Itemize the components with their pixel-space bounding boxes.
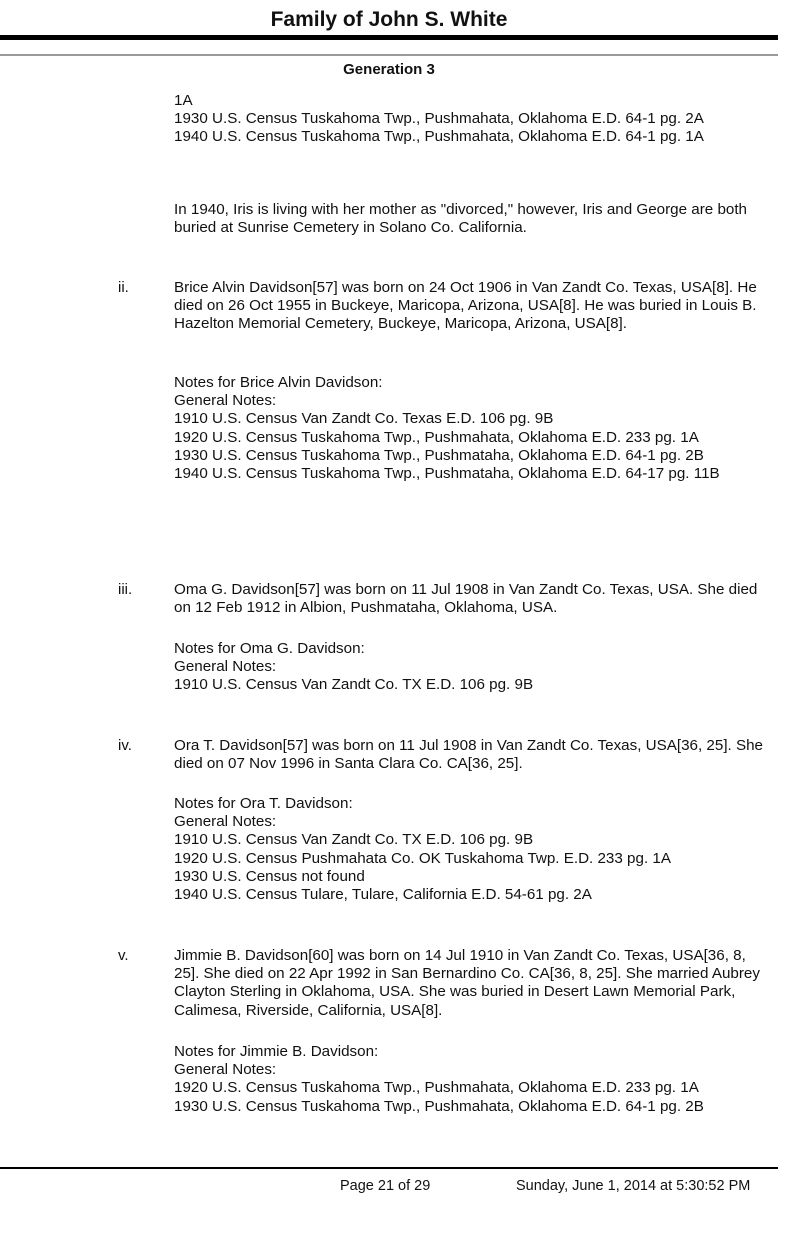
child-numeral-iii: iii. <box>118 581 133 598</box>
header-rule <box>0 35 778 40</box>
footer-rule <box>0 1167 778 1169</box>
continued-census-notes: 1A 1930 U.S. Census Tuskahoma Twp., Pushmahata, Oklahoma E.D. 64-1 pg. 2A 1940 U.S. Census Tuskahoma Twp., Pushmahata, Oklahoma E.D. 64-1 pg. 1A <box>174 92 704 146</box>
child-numeral-ii: ii. <box>118 279 129 296</box>
child-numeral-iv: iv. <box>118 737 132 754</box>
child-numeral-v: v. <box>118 947 129 964</box>
child-notes-ora: Notes for Ora T. Davidson: General Notes: 1910 U.S. Census Van Zandt Co. TX E.D. 106 pg. 9B 1920 U.S. Census Pushmahata Co. OK Tuskahoma Twp. E.D. 233 pg. 1A 1930 U.S. Census not found 1940 U.S. Census Tulare, Tulare, California E.D. 54-61 pg. 2A <box>174 795 671 904</box>
child-notes-jimmie: Notes for Jimmie B. Davidson: General Notes: 1920 U.S. Census Tuskahoma Twp., Pushmahata, Oklahoma E.D. 233 pg. 1A 1930 U.S. Census Tuskahoma Twp., Pushmahata, Oklahoma E.D. 64-1 pg. 2B <box>174 1043 704 1115</box>
print-timestamp: Sunday, June 1, 2014 at 5:30:52 PM <box>516 1178 751 1194</box>
page-title: Family of John S. White <box>270 8 508 31</box>
divorce-note: In 1940, Iris is living with her mother as "divorced," however, Iris and George are both buried at Sunrise Cemetery in Solano Co. California. <box>174 201 748 237</box>
child-bio-brice: Brice Alvin Davidson[57] was born on 24 Oct 1906 in Van Zandt Co. Texas, USA[8]. He died on 26 Oct 1955 in Buckeye, Maricopa, Arizona, USA[8]. He was buried in Louis B. Hazelton Memorial Cemetery, Buckeye, Maricopa, Arizona, USA[8]. <box>174 279 757 333</box>
child-bio-oma: Oma G. Davidson[57] was born on 11 Jul 1908 in Van Zandt Co. Texas, USA. She died on 12 Feb 1912 in Albion, Pushmataha, Oklahoma, USA. <box>174 581 758 617</box>
generation-heading: Generation 3 <box>343 61 435 78</box>
child-notes-brice: Notes for Brice Alvin Davidson: General Notes: 1910 U.S. Census Van Zandt Co. Texas E.D. 106 pg. 9B 1920 U.S. Census Tuskahoma Twp., Pushmahata, Oklahoma E.D. 233 pg. 1A 1930 U.S. Census Tuskahoma Twp., Pushmataha, Oklahoma E.D. 64-1 pg. 2B 1940 U.S. Census Tuskahoma Twp., Pushmataha, Oklahoma E.D. 64-17 pg. 11B <box>174 374 720 483</box>
page-number: Page 21 of 29 <box>340 1178 431 1194</box>
header-subrule <box>0 54 778 56</box>
child-notes-oma: Notes for Oma G. Davidson: General Notes: 1910 U.S. Census Van Zandt Co. TX E.D. 106 pg. 9B <box>174 640 534 694</box>
child-bio-jimmie: Jimmie B. Davidson[60] was born on 14 Jul 1910 in Van Zandt Co. Texas, USA[36, 8, 25]. She died on 22 Apr 1992 in San Bernardino Co. CA[36, 8, 25]. She married Aubrey Clayton Sterling in Oklahoma, USA. She was buried in Desert Lawn Memorial Park, Calimesa, Riverside, California, USA[8]. <box>174 947 760 1019</box>
child-bio-ora: Ora T. Davidson[57] was born on 11 Jul 1908 in Van Zandt Co. Texas, USA[36, 25]. She died on 07 Nov 1996 in Santa Clara Co. CA[36, 25]. <box>174 737 763 773</box>
